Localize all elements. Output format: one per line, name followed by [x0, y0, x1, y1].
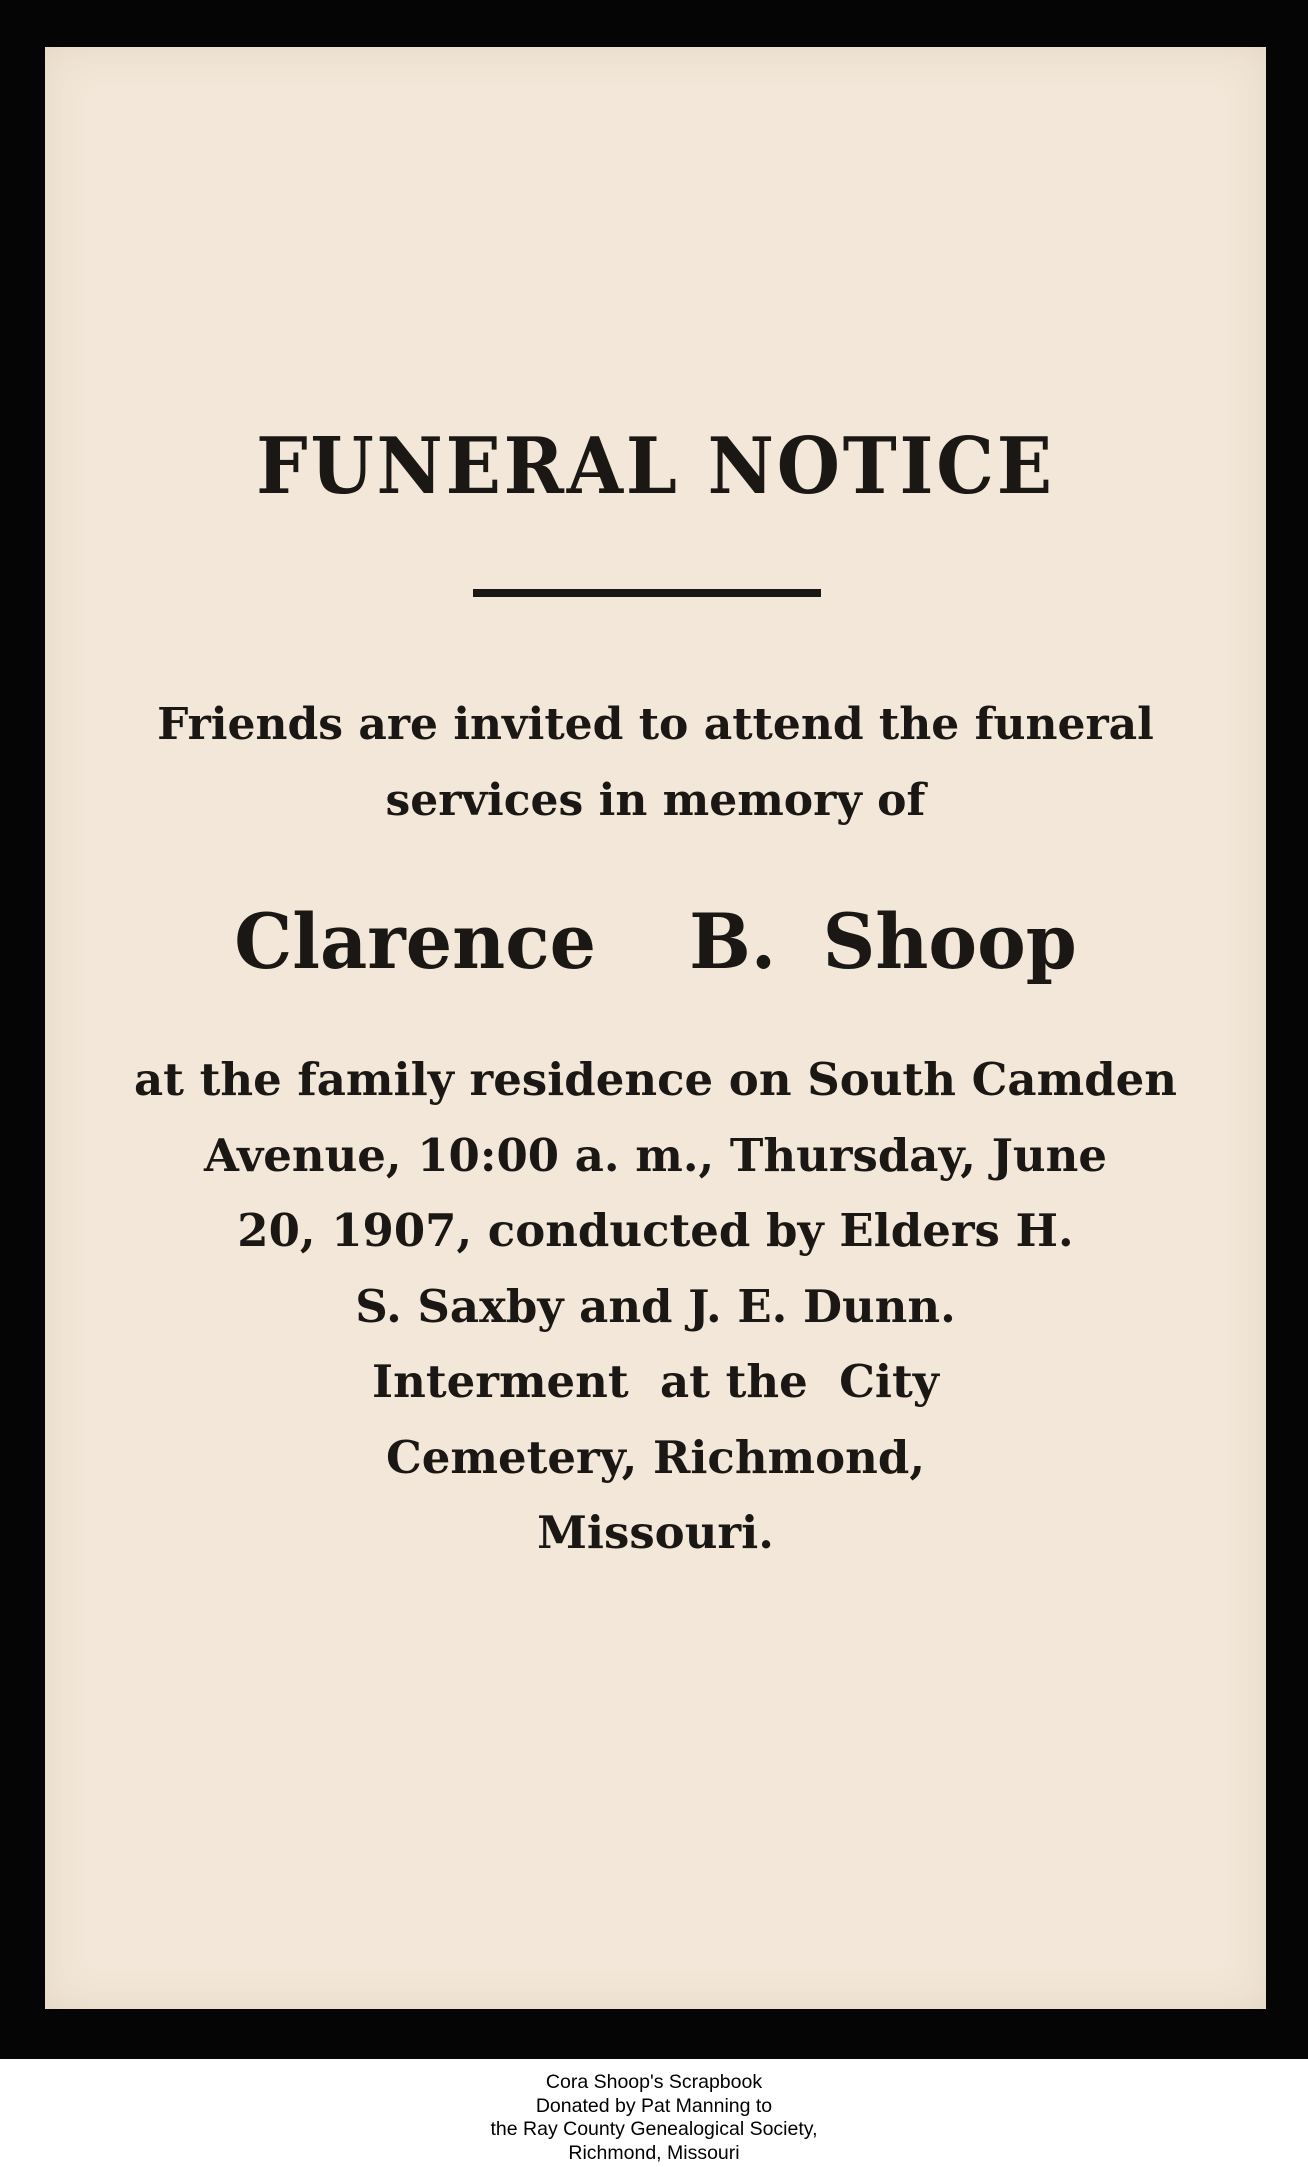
invitation-line: services in memory of	[385, 775, 926, 826]
details-line: at the family residence on South Camden	[133, 1053, 1178, 1106]
details-line: Avenue, 10:00 a. m., Thursday, June	[203, 1128, 1107, 1182]
funeral-notice-card	[45, 47, 1266, 2009]
details-line: S. Saxby and J. E. Dunn.	[355, 1279, 956, 1333]
card-content	[45, 47, 1266, 2009]
caption-line: Cora Shoop's Scrapbook	[545, 2071, 763, 2093]
deceased-name: Clarence B. Shoop	[234, 897, 1077, 986]
details-line: 20, 1907, conducted by Elders H.	[237, 1204, 1074, 1257]
invitation-text	[45, 687, 1266, 839]
details-line: Interment at the City	[372, 1355, 939, 1408]
invitation-line: Friends are invited to attend the funeral	[157, 699, 1154, 750]
service-details	[45, 1042, 1266, 1571]
details-line: Cemetery, Richmond,	[385, 1430, 926, 1484]
notice-title: FUNERAL NOTICE	[256, 421, 1055, 512]
title-divider	[473, 589, 821, 597]
source-caption	[0, 2071, 1308, 2165]
details-line: Missouri.	[537, 1506, 774, 1559]
caption-line: Richmond, Missouri	[568, 2141, 740, 2164]
caption-line: Donated by Pat Manning to	[535, 2094, 773, 2117]
caption-line: the Ray County Genealogical Society,	[490, 2118, 818, 2140]
